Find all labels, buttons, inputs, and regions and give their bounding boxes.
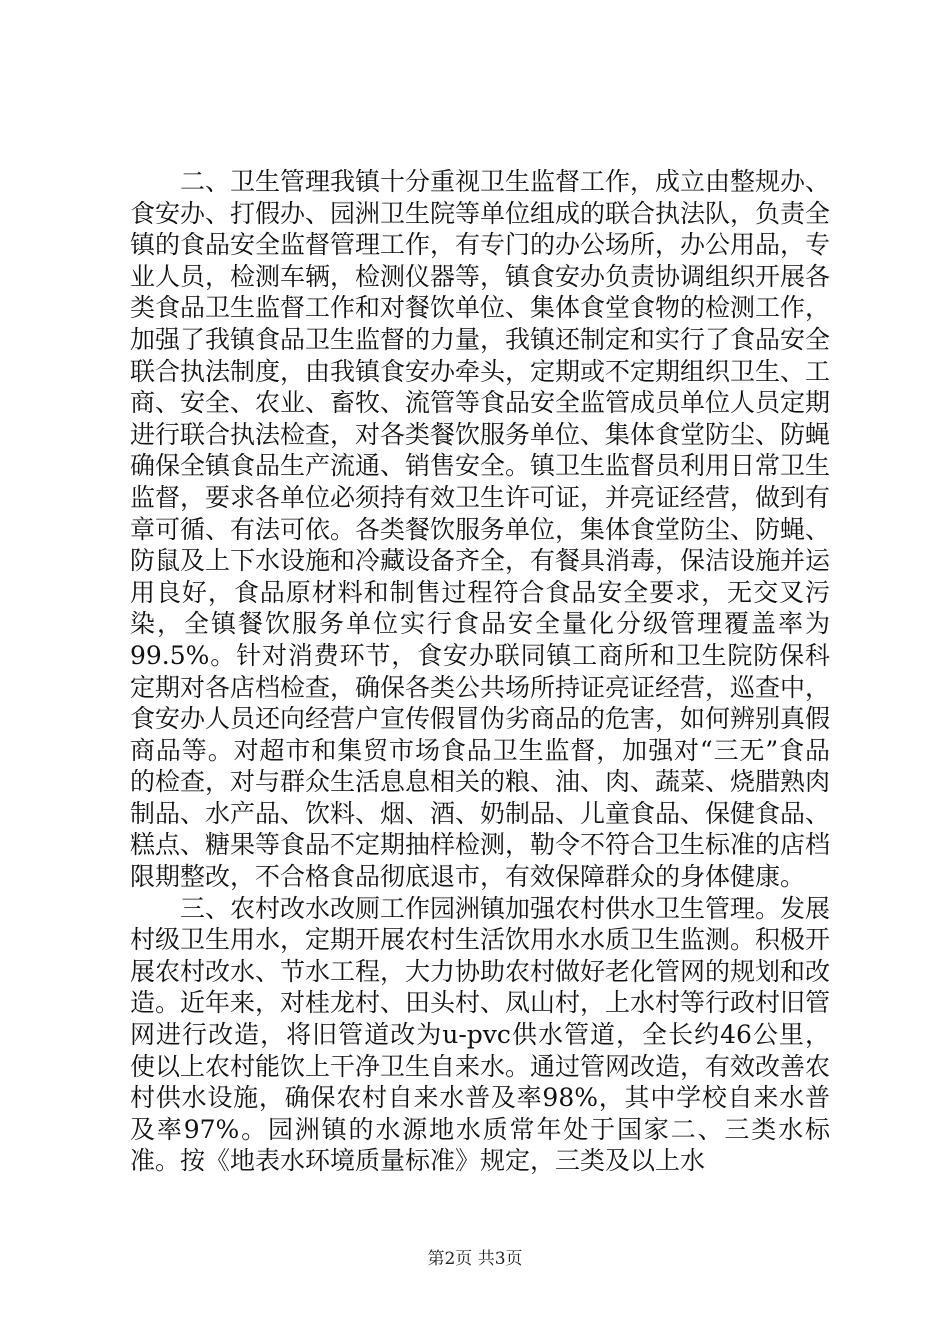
document-body <box>130 166 830 1177</box>
page-footer: 第2页 共3页 <box>427 1249 523 1269</box>
paragraph-rural-water-reform: 三、农村改水改厕工作园洲镇加强农村供水卫生管理。发展村级卫生用水，定期开展农村生活饮用水水质卫生监测。积极开展农村改水、节水工程，大力协助农村做好老化管网的规划和改造。近年来，对桂龙村、田头村、凤山村，上水村等行政村旧管网进行改造，将旧管道改为u-pvc供水管道，全长约46公里，使以上农村能饮上干净卫生自来水。通过管网改造，有效改善农村供水设施，确保农村自来水普及率98%，其中学校自来水普及率97%。园洲镇的水源地水质常年处于国家二、三类水标准。按《地表水环境质量标准》规定，三类及以上水 <box>130 893 831 1176</box>
paragraph-health-management: 二、卫生管理我镇十分重视卫生监督工作，成立由整规办、食安办、打假办、园洲卫生院等单位组成的联合执法队，负责全镇的食品安全监督管理工作，有专门的办公场所，办公用品，专业人员，检测车辆，检测仪器等，镇食安办负责协调组织开展各类食品卫生监督工作和对餐饮单位、集体食堂食物的检测工作，加强了我镇食品卫生监督的力量，我镇还制定和实行了食品安全联合执法制度，由我镇食安办牵头，定期或不定期组织卫生、工商、安全、农业、畜牧、流管等食品安全监管成员单位人员定期进行联合执法检查，对各类餐饮服务单位、集体食堂防尘、防蝇确保全镇食品生产流通、销售安全。镇卫生监督员利用日常卫生监督，要求各单位必须持有效卫生许可证，并亮证经营，做到有章可循、有法可依。各类餐饮服务单位，集体食堂防尘、防蝇、防鼠及上下水设施和冷藏设备齐全，有餐具消毒，保洁设施并运用良好，食品原材料和制售过程符合食品安全要求，无交叉污染，全镇餐饮服务单位实行食品安全量化分级管理覆盖率为99.5%。针对消费环节，食安办联同镇工商所和卫生院防保科定期对各店档检查，确保各类公共场所持证亮证经营，巡查中，食安办人员还向经营户宣传假冒伪劣商品的危害，如何辨别真假商品等。对超市和集贸市场食品卫生监督，加强对“三无”食品的检查，对与群众生活息息相关的粮、油、肉、蔬菜、烧腊熟肉制品、水产品、饮料、烟、酒、奶制品、儿童食品、保健食品、糕点、糖果等食品不定期抽样检测，勒令不符合卫生标准的店档限期整改，不合格食品彻底退市，有效保障群众的身体健康。 <box>130 167 831 892</box>
